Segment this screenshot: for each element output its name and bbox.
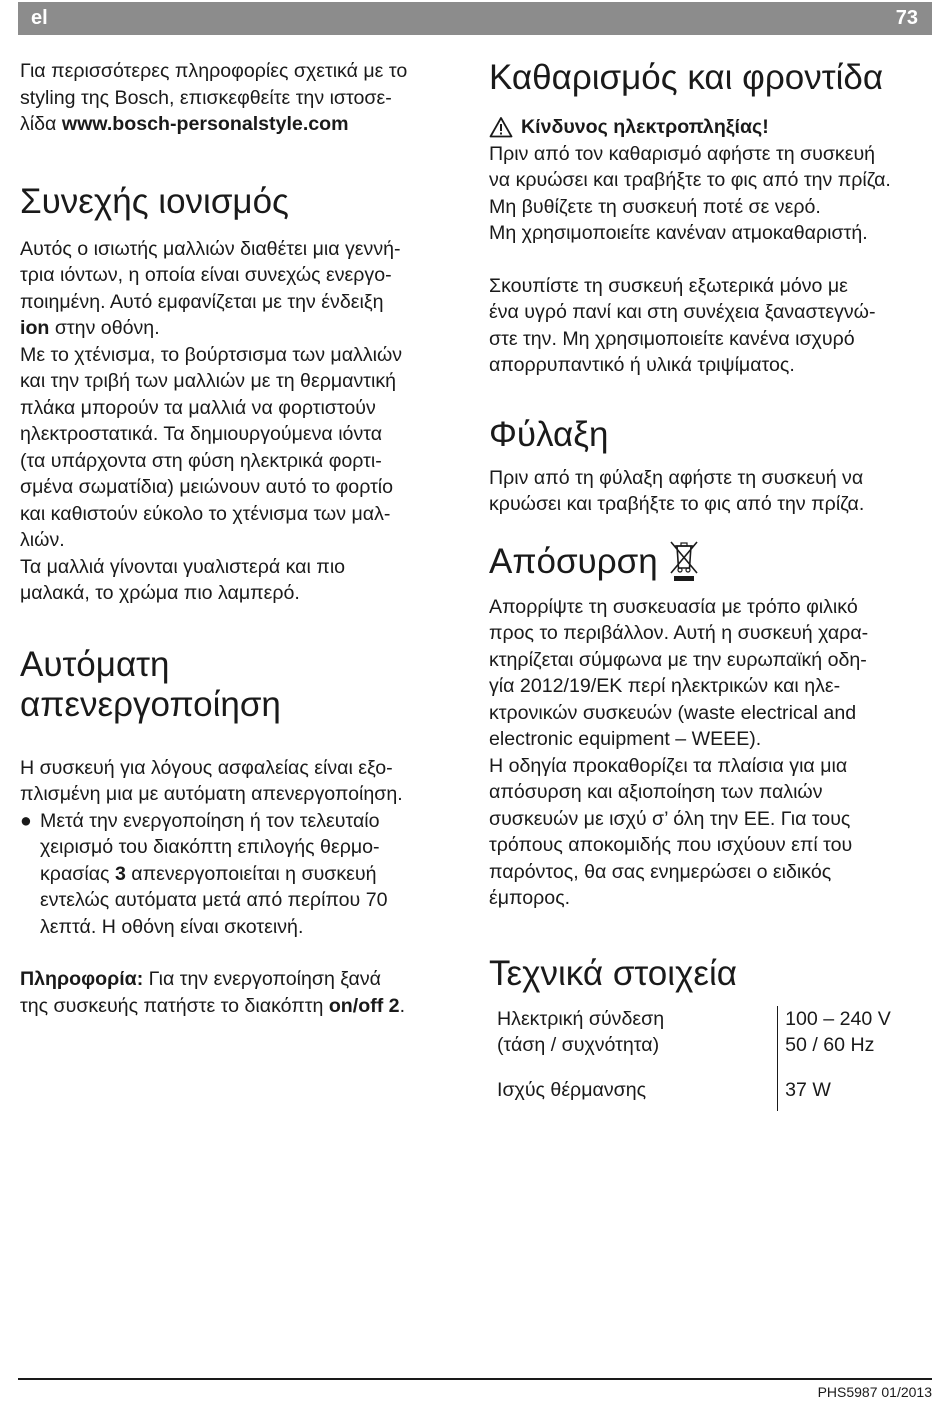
right-column: [489, 58, 934, 1111]
title-line: απενεργοποίηση: [20, 684, 281, 724]
text-line: [20, 993, 465, 1020]
text-run: στην οθόνη.: [49, 317, 160, 339]
text-line: έμπορος.: [489, 887, 571, 909]
text-line: Απορρίψτε τη συσκευασία με τρόπο φιλικό: [489, 595, 858, 618]
text-line: και καθιστούν εύκολο το χτένισμα των μαλ-: [20, 502, 391, 525]
text-line: Ισχύς θέρμανσης: [497, 1078, 647, 1101]
table-row: [489, 1006, 934, 1077]
text-line: [20, 966, 465, 993]
text-line: και την τριβή των μαλλιών με τη θερμαντική: [20, 370, 397, 392]
text-line: ηλεκτροστατικά. Τα δημιουργούμενα ιόντα: [20, 423, 383, 445]
section-title-auto-off: [20, 645, 465, 725]
text-run: κρασίας: [40, 862, 115, 885]
text-line: τρόπους αποκομιδής που ισχύουν επί του: [489, 834, 853, 856]
title-line: Αυτόματη: [20, 644, 170, 684]
text-line: προς το περιβάλλον. Αυτή η συσκευή χαρα-: [489, 622, 869, 644]
text-line: τρια ιόντων, η οποία είναι συνεχώς ενεργο-: [20, 264, 392, 286]
text-line: συσκευών με ισχύ σ’ όλη την ΕΕ. Για τους: [489, 807, 851, 830]
text-line: γία 2012/19/ΕΚ περί ηλεκτρικών και ηλε-: [489, 675, 841, 697]
storage-paragraph: [489, 465, 934, 518]
warning-title: Κίνδυνος ηλεκτροπληξίας!: [521, 116, 769, 138]
text-line: styling της Bosch, επισκεφθείτε την ιστοσε-: [20, 86, 392, 109]
text-line: Πριν από τον καθαρισμό αφήστε τη συσκευή: [489, 142, 876, 165]
text-line: [20, 111, 465, 138]
text-line: να κρυώσει και τραβήξτε το φις από την πρίζα.: [489, 169, 891, 191]
text-run: λίδα: [20, 113, 62, 135]
left-column: [20, 58, 465, 1019]
text-line: ποιημένη. Αυτό εμφανίζεται με την ένδειξη: [20, 290, 384, 313]
text-line: Σκουπίστε τη συσκευή εξωτερικά μόνο με: [489, 274, 848, 297]
text-line: εντελώς αυτόματα μετά από περίπου 70: [40, 889, 388, 911]
spec-value: [778, 1077, 934, 1112]
text-line: κτρονικών συσκευών (waste electrical and: [489, 701, 857, 724]
text-line: ένα υγρό πανί και στη συνέχεια ξαναστεγνώ-: [489, 301, 876, 323]
text-line: λεπτά. Η οθόνη είναι σκοτεινή.: [40, 915, 304, 938]
section-title-specs: Τεχνικά στοιχεία: [489, 953, 737, 993]
bullet-dot: ●: [20, 809, 32, 832]
specs-table: [489, 1006, 934, 1112]
disposal-heading: [489, 540, 934, 582]
text-line: Η συσκευή για λόγους ασφαλείας είναι εξο-: [20, 756, 393, 779]
section-title-disposal: Απόσυρση: [489, 541, 658, 581]
text-line: χειρισμό του διακόπτη επιλογής θερμο-: [40, 836, 380, 858]
ionization-paragraph: [20, 236, 465, 607]
text-line: παρόντος, θα σας ενημερώσει ο ειδικός: [489, 860, 832, 883]
ion-indicator-label: ion: [20, 317, 50, 339]
text-run: απενεργοποιείται η συσκευή: [125, 862, 377, 885]
warning-triangle-icon: [489, 116, 513, 138]
section-title-ionization: Συνεχής ιονισμός: [20, 181, 289, 221]
text-run: της συσκευής πατήστε το διακόπτη: [20, 994, 329, 1017]
text-line: Μη βυθίζετε τη συσκευή ποτέ σε νερό.: [489, 195, 821, 218]
spec-label: [489, 1006, 778, 1077]
text-line: [40, 861, 465, 888]
text-line: Ηλεκτρική σύνδεση: [497, 1007, 665, 1030]
disposal-paragraph: [489, 594, 934, 912]
auto-off-bullet: [20, 808, 465, 941]
footer-rule: [18, 1378, 932, 1380]
text-line: κρυώσει και τραβήξτε το φις από την πρίζα.: [489, 493, 865, 515]
warning-paragraph: [489, 141, 934, 247]
text-line: [20, 315, 465, 342]
section-title-storage: Φύλαξη: [489, 414, 609, 454]
header-bar: [18, 2, 932, 35]
text-line: Μη χρησιμοποιείτε κανέναν ατμοκαθαριστή.: [489, 222, 868, 244]
text-line: μαλακά, το χρώμα πιο λαμπερό.: [20, 582, 300, 604]
text-line: πλάκα μπορούν τα μαλλιά να φορτιστούν: [20, 396, 376, 419]
auto-off-paragraph: [20, 755, 465, 808]
footer-model-date: PHS5987 01/2013: [817, 1384, 932, 1400]
intro-paragraph: [20, 58, 465, 138]
text-line: Τα μαλλιά γίνονται γυαλιστερά και πιο: [20, 555, 346, 578]
website-url: www.bosch-personalstyle.com: [61, 113, 349, 135]
text-line: (τάση / συχνότητα): [497, 1034, 660, 1056]
text-line: στε την. Μη χρησιμοποιείτε κανένα ισχυρό: [489, 327, 855, 350]
text-line: Μετά την ενεργοποίηση ή τον τελευταίο: [40, 809, 380, 832]
text-line: απορρυπαντικό ή υλικά τριψίματος.: [489, 354, 795, 376]
info-note: [20, 966, 465, 1019]
info-label: Πληροφορία:: [20, 968, 144, 990]
text-line: απόσυρση και αξιοποίηση των παλιών: [489, 781, 823, 803]
text-run: Για την ενεργοποίηση ξανά: [143, 968, 381, 990]
text-line: πλισμένη μια με αυτόματη απενεργοποίηση.: [20, 783, 403, 805]
spec-label: [489, 1077, 778, 1112]
text-line: Αυτός ο ισιωτής μαλλιών διαθέτει μια γεννή-: [20, 237, 401, 260]
spec-value: [778, 1006, 934, 1077]
text-line: σμένα σωματίδια) μειώνουν αυτό το φορτίο: [20, 476, 394, 498]
text-line: 50 / 60 Hz: [785, 1034, 875, 1056]
warning-heading: [489, 114, 934, 141]
text-line: 100 – 240 V: [785, 1007, 891, 1030]
cleaning-paragraph: [489, 273, 934, 379]
section-title-cleaning: Καθαρισμός και φροντίδα: [489, 58, 884, 97]
selector-position: 3: [114, 862, 126, 885]
language-code: el: [31, 7, 48, 29]
text-line: electronic equipment – WEEE).: [489, 728, 762, 750]
text-line: (τα υπάρχοντα στη φύση ηλεκτρικά φορτι-: [20, 449, 382, 472]
crossed-out-wheelie-bin-icon: [668, 540, 700, 582]
text-line: Πριν από τη φύλαξη αφήστε τη συσκευή να: [489, 466, 864, 489]
text-line: κτηρίζεται σύμφωνα με την ευρωπαϊκή οδη-: [489, 648, 867, 671]
text-line: Για περισσότερες πληροφορίες σχετικά με το: [20, 60, 408, 82]
text-run: .: [399, 994, 406, 1017]
on-off-switch-label: on/off 2: [328, 994, 400, 1017]
table-row: [489, 1077, 934, 1112]
page-number: 73: [895, 7, 918, 29]
text-line: 37 W: [785, 1078, 831, 1101]
text-line: λιών.: [20, 529, 65, 551]
text-line: Με το χτένισμα, το βούρτσισμα των μαλλιών: [20, 343, 403, 366]
text-line: Η οδηγία προκαθορίζει τα πλαίσια για μια: [489, 754, 848, 777]
